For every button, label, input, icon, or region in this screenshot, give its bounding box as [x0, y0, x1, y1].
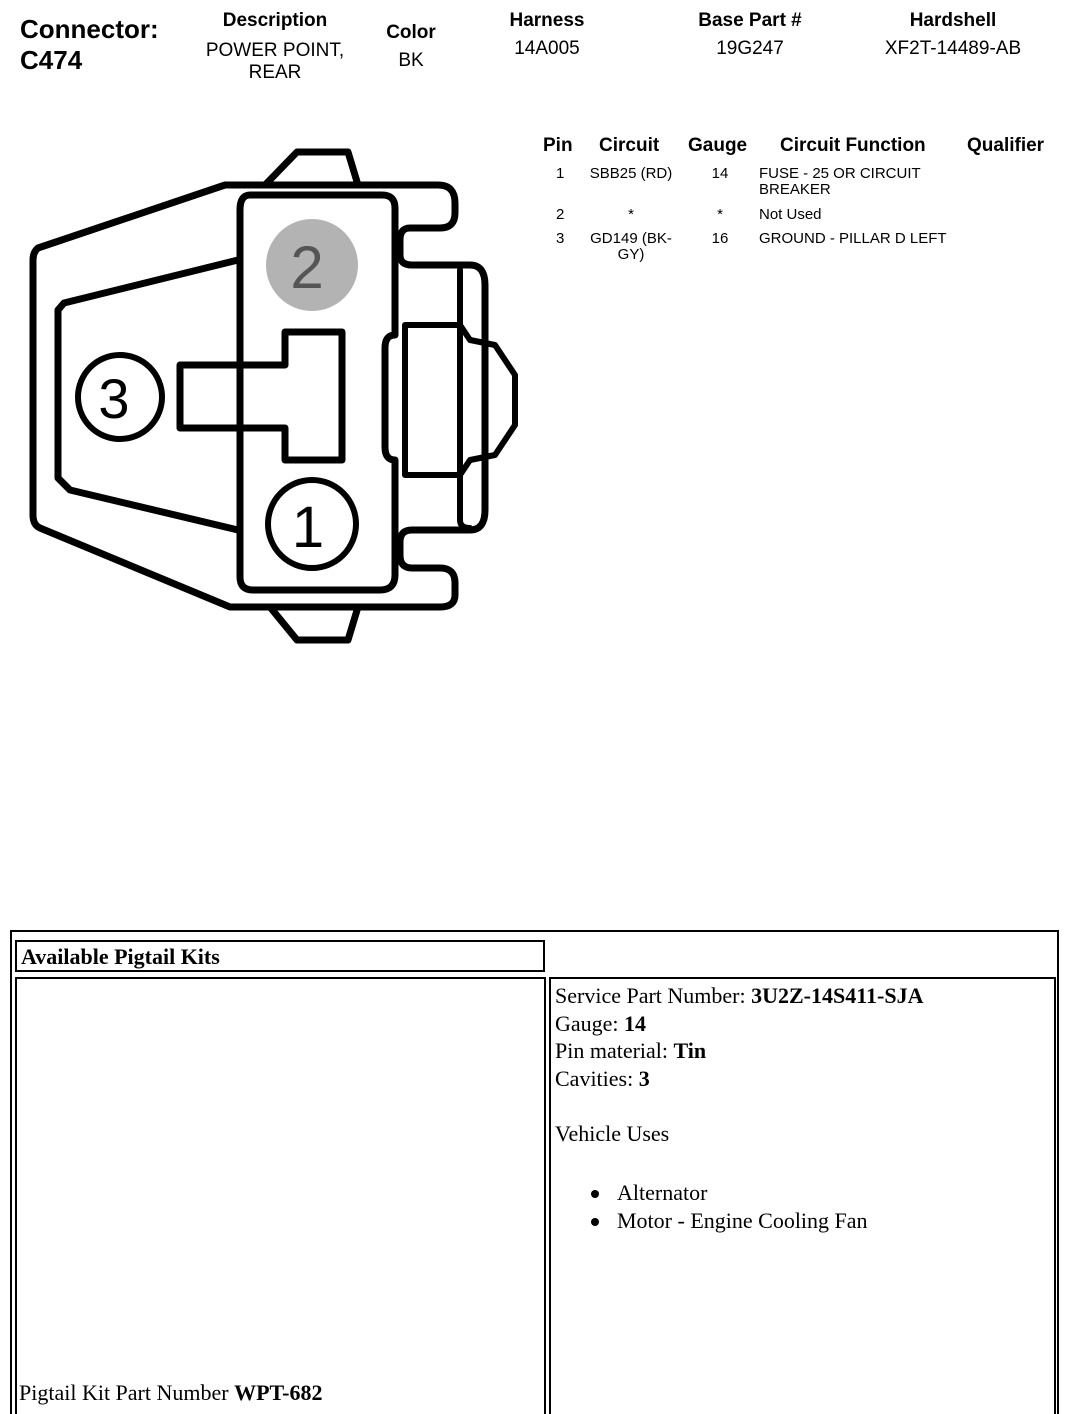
- base-part-label: Base Part #: [698, 10, 802, 31]
- list-item: [591, 1179, 868, 1207]
- gauge-cell: 14: [711, 165, 729, 182]
- kit-part-value: WPT-682: [234, 1380, 323, 1405]
- harness-label: Harness: [509, 10, 585, 31]
- service-part-line: [555, 983, 923, 1009]
- polarization-key: [180, 332, 342, 460]
- cavities-line: [555, 1066, 650, 1092]
- cavities-label: Cavities:: [555, 1066, 639, 1091]
- pin-material-label: Pin material:: [555, 1038, 674, 1063]
- vehicle-use-text: Motor - Engine Cooling Fan: [617, 1208, 868, 1233]
- pin-material-line: [555, 1038, 706, 1064]
- pin-number: 3: [556, 230, 565, 247]
- pigtail-kit-part-number: [19, 1380, 323, 1406]
- description-label: Description: [222, 10, 328, 31]
- bullet-icon: [591, 1190, 599, 1198]
- base-part-column: [670, 10, 830, 60]
- harness-value: 14A005: [514, 38, 580, 59]
- kit-part-label: Pigtail Kit Part Number: [19, 1380, 235, 1405]
- pin-3-label: 3: [98, 367, 130, 430]
- service-part-label: Service Part Number:: [555, 983, 752, 1008]
- vehicle-uses-label: Vehicle Uses: [555, 1121, 670, 1146]
- color-label: Color: [386, 22, 436, 43]
- color-value: BK: [398, 50, 424, 71]
- function-cell: Not Used: [759, 206, 822, 223]
- pigtail-kits-title: Available Pigtail Kits: [15, 940, 545, 972]
- function-header: Circuit Function: [780, 135, 926, 156]
- pin-material-value: Tin: [673, 1038, 707, 1063]
- service-part-value: 3U2Z-14S411-SJA: [751, 983, 924, 1008]
- pigtail-details-cell: [549, 977, 1056, 1414]
- connector-id: C474: [20, 45, 83, 75]
- top-latch: [265, 152, 358, 185]
- hardshell-column: [858, 10, 1048, 60]
- function-cell: FUSE - 25 OR CIRCUIT: [759, 165, 921, 182]
- list-item: [591, 1207, 868, 1235]
- circuit-header: Circuit: [599, 135, 660, 156]
- side-rail: [460, 270, 470, 528]
- pin-table: [540, 135, 1060, 275]
- bottom-latch: [270, 607, 358, 640]
- base-part-value: 19G247: [716, 38, 784, 59]
- function-cell: GROUND - PILLAR D LEFT: [759, 230, 947, 247]
- pin-1-label: 1: [291, 495, 325, 560]
- pin-header: Pin: [543, 135, 573, 156]
- connector-diagram: [0, 0, 540, 660]
- gauge-value: 14: [624, 1011, 647, 1036]
- pin-2-label: 2: [290, 234, 324, 301]
- vehicle-uses-list: [591, 1179, 868, 1235]
- gauge-cell: *: [717, 206, 723, 223]
- cavities-value: 3: [638, 1066, 650, 1091]
- circuit-cell: *: [628, 206, 634, 223]
- circuit-cell: GD149 (BK-: [590, 230, 672, 247]
- function-cell-line2: BREAKER: [759, 181, 831, 198]
- qualifier-header: Qualifier: [967, 135, 1045, 156]
- description-line2: REAR: [248, 62, 302, 83]
- hardshell-value: XF2T-14489-AB: [884, 38, 1022, 59]
- gauge-cell: 16: [711, 230, 729, 247]
- pin-number: 1: [556, 165, 565, 182]
- bullet-icon: [591, 1218, 599, 1226]
- circuit-cell-line2: GY): [617, 246, 645, 263]
- description-line1: POWER POINT,: [205, 40, 345, 61]
- pin-number: 2: [556, 206, 565, 223]
- circuit-cell: SBB25 (RD): [589, 165, 673, 182]
- hardshell-label: Hardshell: [909, 10, 997, 31]
- pigtail-image-cell: [15, 977, 546, 1414]
- gauge-header: Gauge: [688, 135, 748, 156]
- vehicle-use-text: Alternator: [617, 1180, 708, 1205]
- gauge-line: [555, 1011, 646, 1037]
- connector-label: Connector:: [20, 14, 159, 44]
- gauge-label: Gauge:: [555, 1011, 625, 1036]
